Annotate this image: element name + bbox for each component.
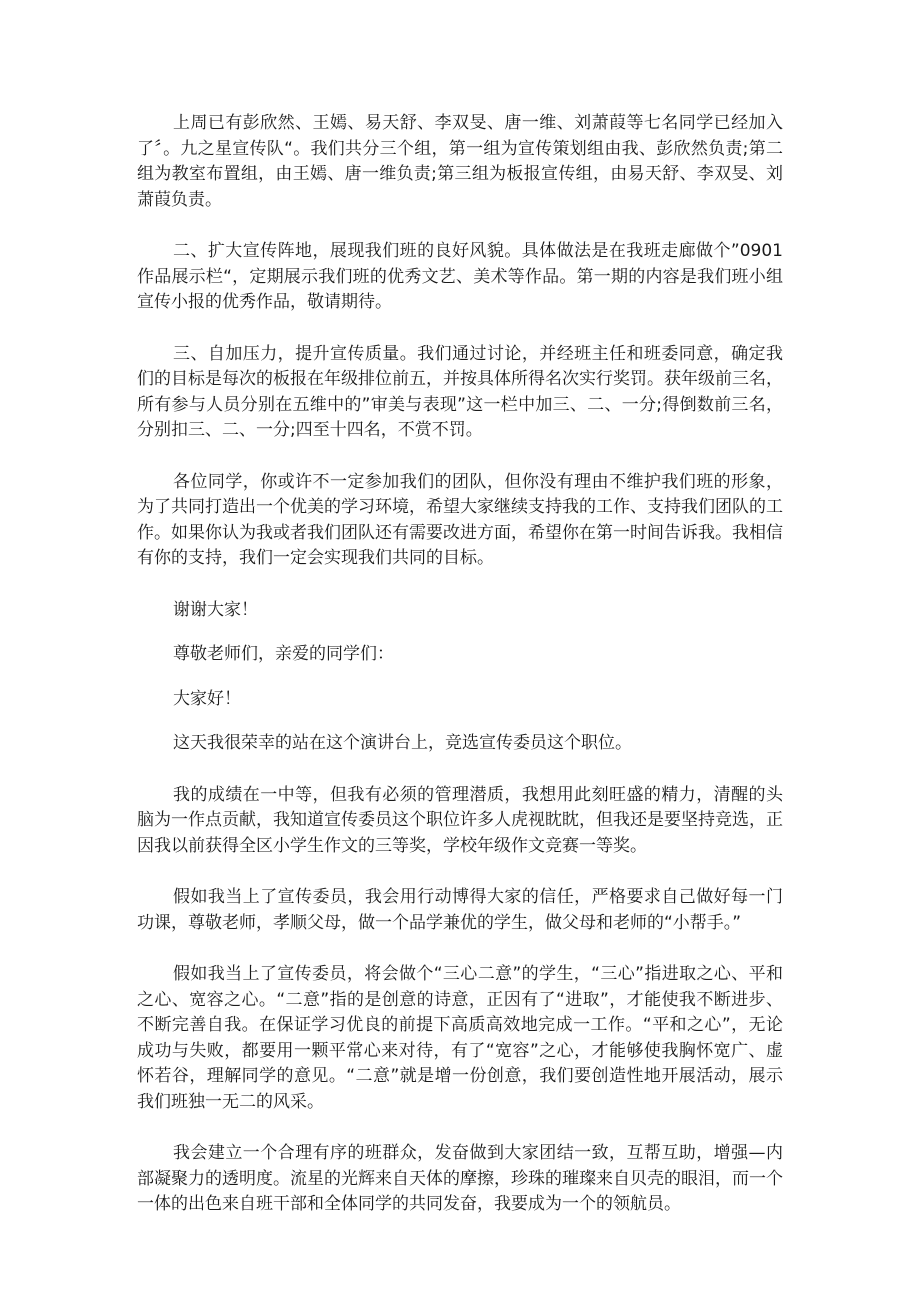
paragraph-quality-pressure: 三、自加压力，提升宣传质量。我们通过讨论，并经班主任和班委同意，确定我们的目标是每次的板报在年级排位前五，并按具体所得名次实行奖罚。获年级前三名，所有参与人员分别在五维中的”审美与表现”这一栏中加三、二、一分;得倒数前三名，分别扣三、二、一分;四至十四名，不赏不罚。: [137, 343, 783, 440]
paragraph-expand-position: 二、扩大宣传阵地，展现我们班的良好风貌。具体做法是在我班走廊做个”0901作品展示栏“，定期展示我们班的优秀文艺、美术等作品。第一期的内容是我们班小组宣传小报的优秀作品，敬请期待。: [137, 241, 783, 312]
paragraph-greeting: 大家好！: [173, 688, 241, 709]
document-body: [137, 111, 783, 1244]
paragraph-introduction: 这天我很荣幸的站在这个演讲台上，竞选宣传委员这个职位。: [173, 733, 632, 753]
paragraph-qualifications: 我的成绩在一中等，但我有必须的管理潜质，我想用此刻旺盛的精力，清醒的头脑为一作点贡献，我知道宣传委员这个职位许多人虎视眈眈，但我还是要坚持竞选，正因我以前获得全区小学生作文的三等奖，学校年级作文竞赛一等奖。: [137, 784, 783, 856]
paragraph-unity: 我会建立一个合理有序的班群众，发奋做到大家团结一致，互帮互助，增强—内部凝聚力的透明度。流星的光辉来自天体的摩擦，珍珠的璀璨来自贝壳的眼泪，而一个一体的出色来自班干部和全体同学的共同发奋，我要成为一个的领航员。: [137, 1143, 783, 1214]
paragraph-thanks: 谢谢大家！: [173, 599, 258, 620]
paragraph-commitment: 假如我当上了宣传委员，我会用行动博得大家的信任，严格要求自己做好每一门功课，尊敬老师，孝顺父母，做一个品学兼优的学生，做父母和老师的“小帮手。”: [137, 887, 783, 933]
paragraph-three-hearts: 假如我当上了宣传委员，将会做个“三心二意”的学生，“三心”指进取之心、平和之心、宽容之心。“二意”指的是创意的诗意，正因有了“进取”，才能使我不断进步、不断完善自我。在保证学习优良的前提下高质高效地完成一工作。“平和之心”，无论成功与失败，都要用一颗平常心来对待，有了“宽容”之心，才能够使我胸怀宽广、虚怀若谷，理解同学的意见。“二意”就是增一份创意，我们要创造性地开展活动，展示我们班独一无二的风采。: [137, 964, 783, 1112]
paragraph-team-members: 上周已有彭欣然、王嫣、易天舒、李双旻、唐一维、刘萧葭等七名同学已经加入了〞。九之星宣传队“。我们共分三个组，第一组为宣传策划组由我、彭欣然负责;第二组为教室布置组，由王嫣、唐一维负责;第三组为板报宣传组，由易天舒、李双旻、刘萧葭负责。: [137, 113, 783, 210]
paragraph-appeal: 各位同学，你或许不一定参加我们的团队，但你没有理由不维护我们班的形象，为了共同打造出一个优美的学习环境，希望大家继续支持我的工作、支持我们团队的工作。如果你认为我或者我们团队还有需要改进方面，希望你在第一时间告诉我。我相信有你的支持，我们一定会实现我们共同的目标。: [137, 471, 783, 568]
paragraph-salutation: 尊敬老师们，亲爱的同学们：: [173, 644, 394, 664]
